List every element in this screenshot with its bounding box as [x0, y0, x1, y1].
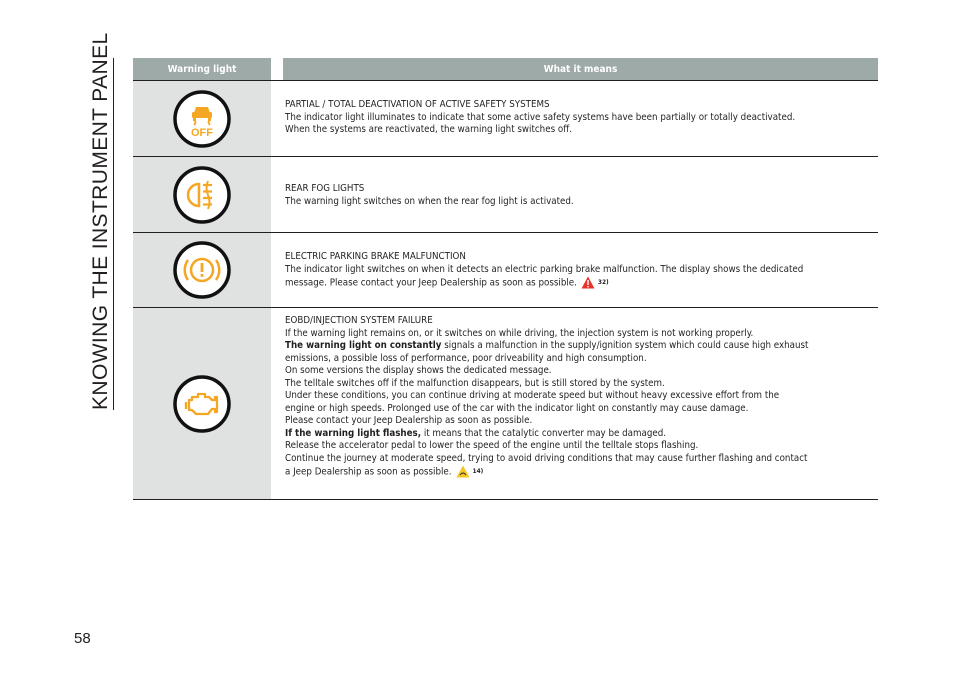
icon-cell [133, 81, 271, 156]
row-text-fragment: a Jeep Dealership as soon as possible. [285, 466, 452, 478]
side-divider [113, 58, 114, 410]
table-row [133, 308, 878, 500]
description-cell [271, 81, 878, 156]
row-text: Please contact your Jeep Dealership as soon as possible. [285, 415, 533, 426]
description-cell [271, 308, 878, 499]
table-row [133, 233, 878, 308]
table-row [133, 157, 878, 233]
row-text [285, 465, 878, 479]
svg-text:OFF: OFF [191, 126, 213, 139]
icon-cell [133, 157, 271, 232]
description-cell [271, 233, 878, 307]
engine-check-icon [172, 374, 232, 434]
row-title: PARTIAL / TOTAL DEACTIVATION OF ACTIVE SAFETY SYSTEMS [285, 99, 550, 110]
table-row [133, 81, 878, 157]
row-text: engine or high speeds. Prolonged use of the car with the indicator light on constantly may cause damage. [285, 402, 749, 414]
rear-fog-light-icon [172, 165, 232, 225]
reference-number: 14) [472, 467, 484, 476]
parking-brake-malfunction-icon [172, 240, 232, 300]
row-text: Continue the journey at moderate speed, trying to avoid driving conditions that may cause further flashing and contact [285, 452, 808, 464]
row-text: The warning light switches on when the rear fog light is activated. [285, 195, 574, 207]
row-title: REAR FOG LIGHTS [285, 183, 365, 194]
row-text-fragment: signals a malfunction in the supply/ignition system which could cause high exhaust [441, 340, 809, 351]
caution-triangle-icon [456, 465, 470, 478]
row-text: Under these conditions, you can continue driving at moderate speed but without heavy excessive effort from the [285, 390, 780, 401]
row-text: The telltale switches off if the malfunction disappears, but is still stored by the system. [285, 377, 665, 389]
row-text: On some versions the display shows the dedicated message. [285, 365, 552, 376]
bold-text: The warning light on constantly [285, 340, 442, 351]
row-title: EOBD/INJECTION SYSTEM FAILURE [285, 315, 433, 326]
row-text: The indicator light switches on when it detects an electric parking brake malfunction. The display shows the dedicated [285, 263, 804, 275]
row-text: emissions, a possible loss of performance, poor driveability and high consumption. [285, 352, 647, 364]
icon-cell [133, 233, 271, 307]
side-title-text: KNOWING THE INSTRUMENT PANEL [89, 32, 112, 410]
row-title: ELECTRIC PARKING BRAKE MALFUNCTION [285, 251, 466, 262]
page-number: 58 [74, 630, 91, 647]
warning-light-table [133, 58, 878, 500]
row-text [285, 428, 878, 441]
row-text-fragment: message. Please contact your Jeep Dealership as soon as possible. [285, 277, 577, 289]
row-text: When the systems are reactivated, the warning light switches off. [285, 124, 572, 135]
side-section-title [86, 32, 116, 410]
warning-reference [581, 276, 609, 289]
row-text [285, 276, 878, 290]
row-text: If the warning light remains on, or it switches on while driving, the injection system is not working properly. [285, 327, 754, 339]
header-warning-light: Warning light [133, 58, 271, 80]
table-header [133, 58, 878, 81]
bold-text: If the warning light flashes, [285, 427, 422, 439]
safety-systems-off-icon [172, 89, 232, 149]
reference-number: 32) [597, 278, 609, 287]
row-text: The indicator light illuminates to indicate that some active safety systems have been partially or totally deactivated. [285, 111, 796, 123]
description-cell [271, 157, 878, 232]
caution-reference [456, 465, 484, 478]
warning-triangle-icon [581, 276, 595, 289]
icon-cell [133, 308, 271, 499]
row-text-fragment: it means that the catalytic converter may be damaged. [421, 427, 667, 439]
row-text [285, 340, 878, 353]
header-what-it-means: What it means [283, 58, 878, 80]
row-text: Release the accelerator pedal to lower the speed of the engine until the telltale stops flashing. [285, 440, 699, 451]
